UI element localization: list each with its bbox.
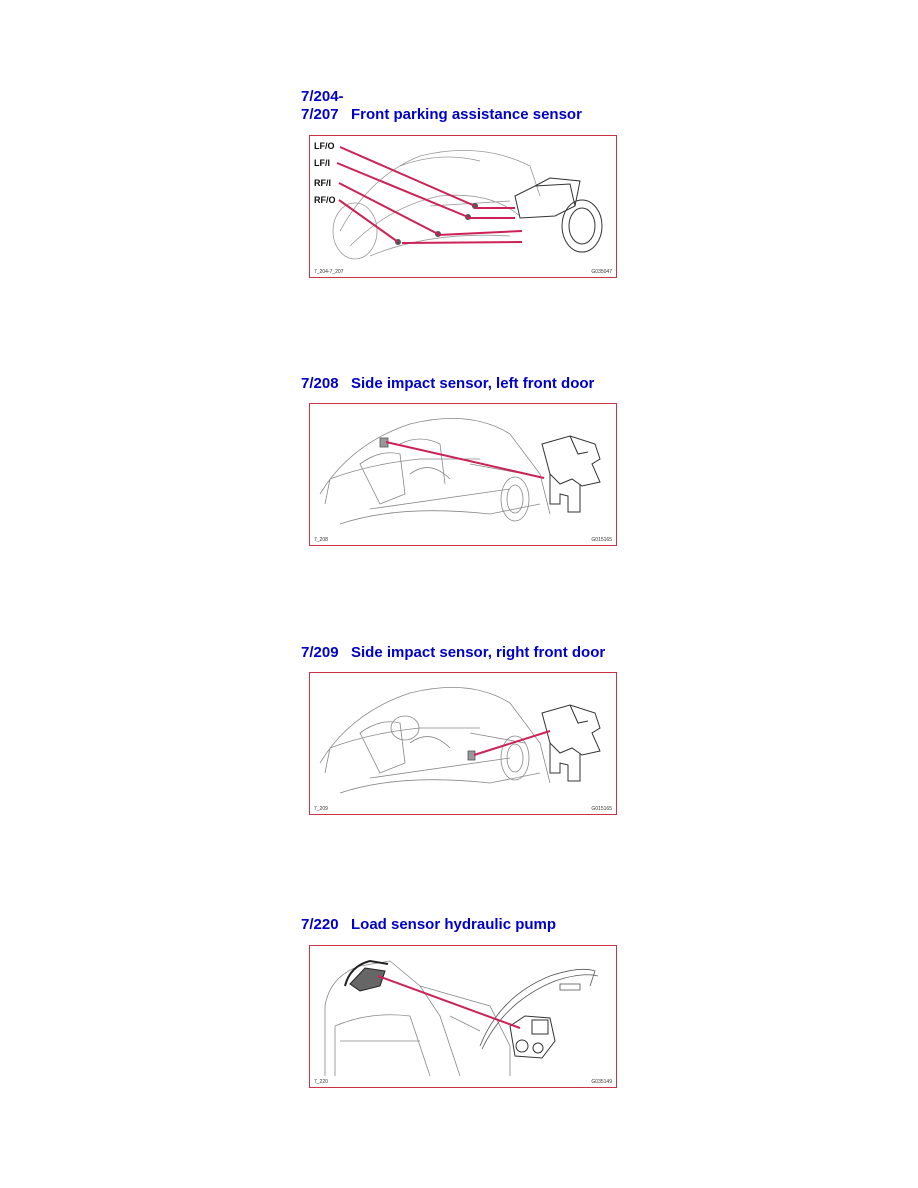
- figure-side-impact-left: [309, 403, 617, 546]
- figure-front-parking-sensor: [309, 135, 617, 278]
- parking-sensor-illustration: [310, 136, 616, 277]
- section-heading-7-208: [301, 375, 594, 393]
- callout-lf-o: LF/O: [314, 141, 335, 151]
- section-title: Load sensor hydraulic pump: [351, 916, 557, 933]
- callout-lf-i: LF/I: [314, 158, 330, 168]
- section-code: 7/208: [301, 375, 339, 392]
- section-title: Front parking assistance sensor: [351, 106, 582, 123]
- figure-ref-right: G015165: [591, 537, 612, 543]
- figure-ref-left: 7_208: [314, 537, 328, 543]
- section-code: 7/207: [301, 106, 339, 123]
- figure-ref-left: 7_220: [314, 1079, 328, 1085]
- figure-ref-right: G035047: [591, 269, 612, 275]
- side-impact-right-illustration: [310, 673, 616, 814]
- figure-ref-right: G035149: [591, 1079, 612, 1085]
- section-code: 7/220: [301, 916, 339, 933]
- section-code-line1: 7/204-: [301, 88, 344, 105]
- figure-load-sensor-pump: [309, 945, 617, 1088]
- section-title: Side impact sensor, left front door: [351, 375, 595, 392]
- figure-ref-left: 7_204-7_207: [314, 269, 344, 275]
- callout-rf-i: RF/I: [314, 178, 331, 188]
- section-heading-7-209: [301, 644, 605, 662]
- figure-ref-right: G015165: [591, 806, 612, 812]
- section-title: Side impact sensor, right front door: [351, 644, 606, 661]
- side-impact-left-illustration: [310, 404, 616, 545]
- figure-side-impact-right: [309, 672, 617, 815]
- section-heading-7-204: [301, 88, 582, 124]
- section-code: 7/209: [301, 644, 339, 661]
- section-heading-7-220: [301, 916, 556, 934]
- figure-ref-left: 7_209: [314, 806, 328, 812]
- callout-rf-o: RF/O: [314, 195, 336, 205]
- load-sensor-illustration: [310, 946, 616, 1087]
